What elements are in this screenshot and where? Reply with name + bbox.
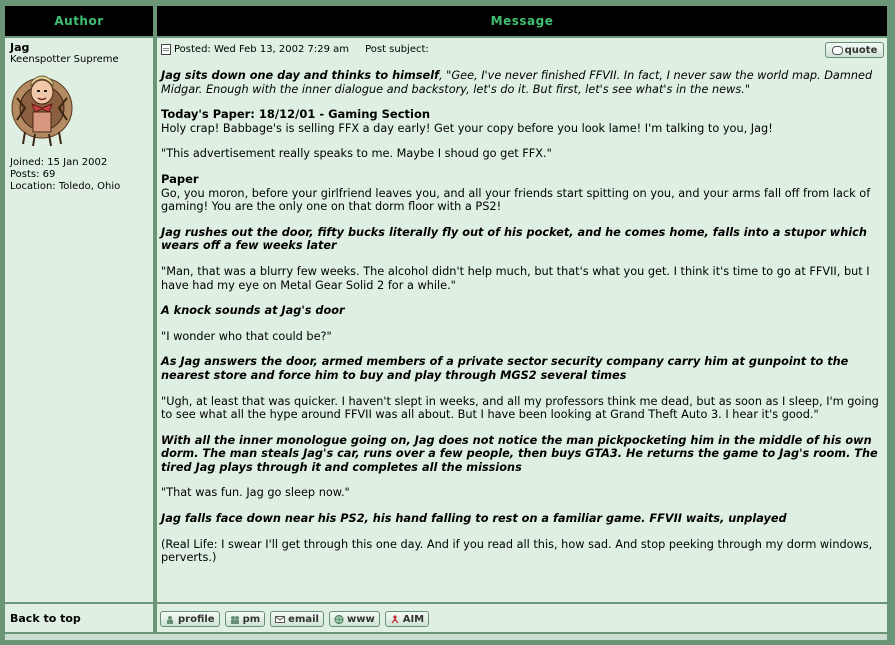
user-actions-cell	[157, 604, 887, 632]
post-paragraph-3: "This advertisement really speaks to me. Maybe I shoud go get FFX."	[161, 147, 552, 161]
post-body	[161, 69, 883, 577]
post-paragraph-1-bold: Jag sits down one day and thinks to himself	[161, 69, 439, 82]
email-label: email	[288, 613, 319, 625]
profile-label: profile	[178, 613, 215, 625]
pm-label: pm	[242, 613, 261, 625]
user-rank: Keenspotter Supreme	[10, 54, 119, 65]
username[interactable]: Jag	[10, 41, 30, 54]
back-to-top-cell	[5, 604, 153, 632]
avatar	[9, 68, 75, 148]
email-button[interactable]	[270, 611, 324, 627]
post-paragraph-5: Jag rushes out the door, fifty bucks literally fly out of his pocket, and he comes home, falls into a stupor which wears off a few weeks later	[161, 225, 867, 253]
aim-button[interactable]	[385, 611, 429, 627]
aim-label: AIM	[402, 613, 425, 625]
www-label: www	[346, 613, 375, 625]
quote-bubble-icon	[832, 46, 843, 55]
globe-icon	[334, 615, 344, 624]
post-paragraph-14: (Real Life: I swear I'll get through this one day. And if you read all this, how sad. And stop peeking through my dorm windows, perverts.)	[161, 537, 873, 565]
back-to-top-link[interactable]: Back to top	[10, 612, 81, 625]
post-paragraph-4-heading: Paper	[161, 171, 199, 186]
author-column-header: Author	[5, 6, 153, 36]
author-cell	[5, 38, 153, 602]
quote-label: quote	[844, 44, 878, 56]
post-paragraph-7: A knock sounds at Jag's door	[161, 304, 345, 318]
post-paragraph-2: Holy crap! Babbage's is selling FFX a day early! Get your copy before you look lame! I'm talking to you, Jag!	[161, 121, 773, 135]
post-paragraph-13: Jag falls face down near his PS2, his hand falling to rest on a familiar game. FFVII waits, unplayed	[161, 512, 787, 526]
email-icon	[275, 615, 285, 624]
post-subject: Post subject:	[365, 44, 429, 55]
post-paragraph-12: "That was fun. Jag go sleep now."	[161, 486, 350, 500]
user-posts: Posts: 69	[10, 169, 56, 180]
post-date: Posted: Wed Feb 13, 2002 7:29 am	[174, 44, 350, 55]
user-joined: Joined: 15 Jan 2002	[10, 157, 108, 168]
message-column-header: Message	[157, 6, 887, 36]
post-header	[161, 44, 429, 55]
aim-icon	[390, 615, 400, 624]
profile-icon	[165, 615, 175, 624]
post-paragraph-2-heading: Today's Paper: 18/12/01 - Gaming Section	[161, 107, 431, 122]
post-paragraph-9: As Jag answers the door, armed members of a private sector security company carry him at gunpoint to the nearest store and force him to buy and play through MGS2 several times	[161, 355, 849, 382]
profile-button[interactable]	[160, 611, 220, 627]
post-paragraph-6: "Man, that was a blurry few weeks. The alcohol didn't help much, but that's what you get. I think it's time to go at FFVII, but I have had my eye on Metal Gear Solid 2 for a while."	[161, 264, 870, 292]
www-button[interactable]	[329, 611, 380, 627]
post-paragraph-8: "I wonder who that could be?"	[161, 329, 332, 343]
post-paragraph-10: "Ugh, at least that was quicker. I haven't slept in weeks, and all my professors think me dead, but as soon as I sleep, I'm going to see what all the hype around FFVII was all about. But I have been looking at Grand Theft Auto 3. I hear it's good."	[161, 394, 879, 422]
post-paragraph-11: With all the inner monologue going on, Jag does not notice the man pickpocketing him in the middle of his own dorm. The man steals Jag's car, runs over a few people, then buys GTA3. He returns the game to Jag's room. The tired Jag plays through it and completes all the missions	[161, 433, 878, 474]
post-paragraph-4: Go, you moron, before your girlfriend leaves you, and all your friends start spitting on you, and your arms fall off from lack of gaming! You are the only one on that dorm floor with a PS2!	[161, 186, 871, 214]
post-icon	[161, 44, 171, 55]
message-cell	[157, 38, 887, 602]
user-location: Location: Toledo, Ohio	[10, 181, 121, 192]
pm-button[interactable]	[225, 611, 266, 627]
table-bottom-strip	[5, 634, 887, 640]
post-paragraph-1: , "Gee, I've never finished FFVII. In fact, I never saw the world map. Damned Midgar. Enough with the inner dialogue and backstory, let's do it. But first, let's see what's in the news."	[161, 69, 873, 96]
quote-button[interactable]	[825, 42, 884, 58]
pm-icon	[230, 615, 240, 624]
